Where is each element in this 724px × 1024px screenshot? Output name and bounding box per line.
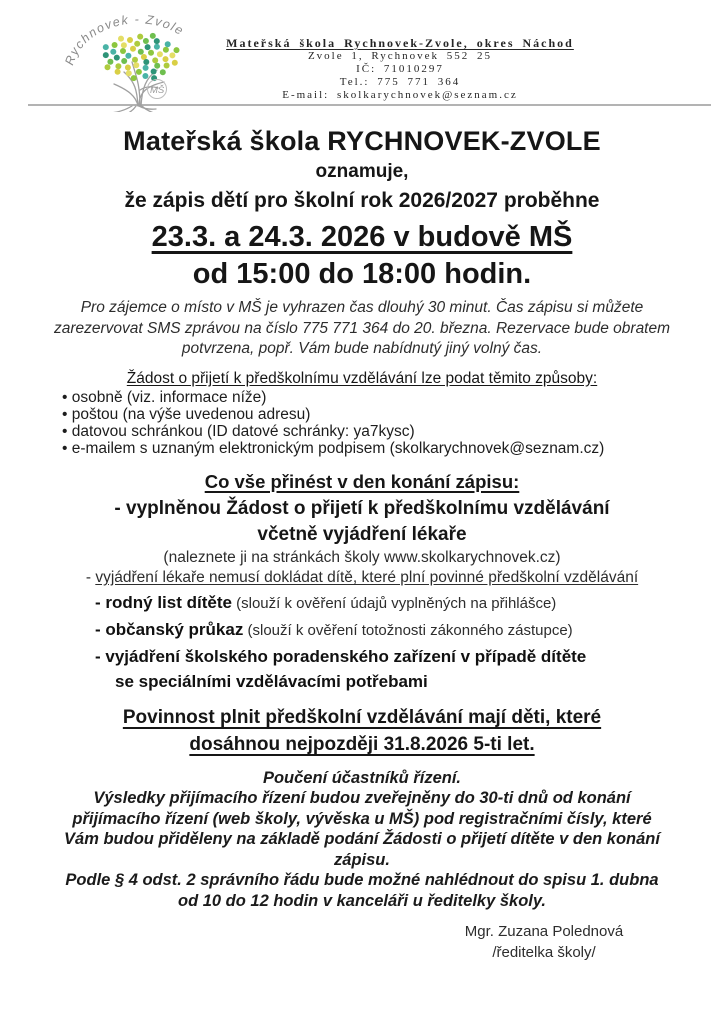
list-item: • e-mailem s uznaným elektronickým podpisem (skolkarychnovek@seznam.cz) bbox=[62, 440, 672, 457]
submission-methods-list bbox=[62, 389, 672, 457]
list-item bbox=[95, 617, 672, 644]
signature-role: /ředitelka školy/ bbox=[492, 944, 596, 961]
list-item: • datovou schránkou (ID datové schránky: ya7kysc) bbox=[62, 423, 672, 440]
page-title: Mateřská škola RYCHNOVEK-ZVOLE bbox=[123, 126, 601, 156]
enrollment-date: 23.3. a 24.3. 2026 v budově MŠ bbox=[151, 221, 573, 253]
legal-notice bbox=[56, 768, 668, 912]
application-download-note: (naleznete ji na stránkách školy www.skolkarychnovek.cz) bbox=[163, 548, 561, 566]
enrollment-time: od 15:00 do 18:00 hodin. bbox=[192, 258, 532, 290]
signature-name: Mgr. Zuzana Polednová bbox=[464, 923, 624, 940]
list-item bbox=[95, 644, 595, 694]
reservation-note: Pro zájemce o místo v MŠ je vyhrazen čas dlouhý 30 minut. Čas zápisu si můžete zarezervovat SMS zprávou na číslo 775 771 364 do 20. března. Rezervace bude obratem potvrzena, popř. Vám bude nabídnutý jiný volný čas. bbox=[53, 299, 671, 357]
bring-application-line bbox=[52, 496, 672, 548]
bring-documents-list bbox=[95, 590, 672, 694]
document-note: (slouží k ověření totožnosti zákonného zástupce) bbox=[243, 621, 573, 639]
bring-application-line1: - vyplněnou Žádost o přijetí k předškolnímu vzdělávání bbox=[114, 497, 610, 519]
document-name: - občanský průkaz bbox=[95, 619, 244, 639]
obligation-notice: Povinnost plnit předškolní vzdělávání mají děti, které dosáhnou nejpozději 31.8.2026 5-ti let. bbox=[122, 706, 602, 755]
doctor-note-text: vyjádření lékaře nemusí dokládat dítě, které plní povinné předškolní vzdělávání bbox=[95, 568, 639, 586]
school-address: Zvole 1, Rychnovek 552 25 bbox=[307, 50, 493, 62]
document-name: - vyjádření školského poradenského zařízení v případě dítěte se speciálními vzdělávacími potřebami bbox=[95, 646, 587, 691]
list-item: • poštou (na výše uvedenou adresu) bbox=[62, 406, 672, 423]
list-item bbox=[95, 590, 672, 617]
legal-notice-title: Poučení účastníků řízení. bbox=[262, 768, 462, 787]
doctor-statement-note bbox=[52, 568, 672, 587]
doctor-note-dash: - bbox=[85, 568, 96, 586]
list-item: • osobně (viz. informace níže) bbox=[62, 389, 672, 406]
legal-notice-paragraph: Výsledky přijímacího řízení budou zveřejněny do 30-ti dnů od konání přijímacího řízení (web školy, vývěska u MŠ) pod registračními čísly, které Vám budou přiděleny na základě podání Žádosti o přijetí dítěte v den konání zápisu. bbox=[64, 789, 660, 869]
document-note: (slouží k ověření údajů vyplněných na přihlášce) bbox=[231, 594, 557, 612]
announcement-body bbox=[52, 126, 672, 963]
legal-notice-paragraph: Podle § 4 odst. 2 správního řádu bude možné nahlédnout do spisu 1. dubna od 10 do 12 hodin v kanceláři u ředitelky školy. bbox=[65, 871, 659, 910]
announces-line: oznamuje, bbox=[315, 161, 409, 182]
ms-badge-label: MŠ bbox=[150, 85, 165, 96]
school-tree-logo bbox=[62, 12, 212, 112]
school-ic: IČ: 71010297 bbox=[356, 63, 444, 75]
document-name: - rodný list dítěte bbox=[95, 592, 232, 612]
submission-heading: Žádost o přijetí k předškolnímu vzdělávání lze podat těmito způsoby: bbox=[126, 369, 598, 387]
enrollment-line: že zápis dětí pro školní rok 2026/2027 proběhne bbox=[124, 189, 600, 212]
bring-heading: Co vše přinést v den konání zápisu: bbox=[204, 470, 520, 492]
school-phone: Tel.: 775 771 364 bbox=[339, 76, 461, 88]
bring-application-line2: včetně vyjádření lékaře bbox=[257, 523, 467, 545]
tree-leaves-dots bbox=[103, 33, 180, 81]
logo-arc-text: Rychnovek - Zvole bbox=[62, 12, 187, 68]
school-email: E-mail: skolkarychnovek@seznam.cz bbox=[282, 89, 518, 101]
school-name: Mateřská škola Rychnovek-Zvole, okres Náchod bbox=[226, 36, 574, 50]
letterhead bbox=[0, 0, 724, 104]
signature-block bbox=[424, 921, 664, 963]
school-contact-block bbox=[200, 36, 600, 102]
